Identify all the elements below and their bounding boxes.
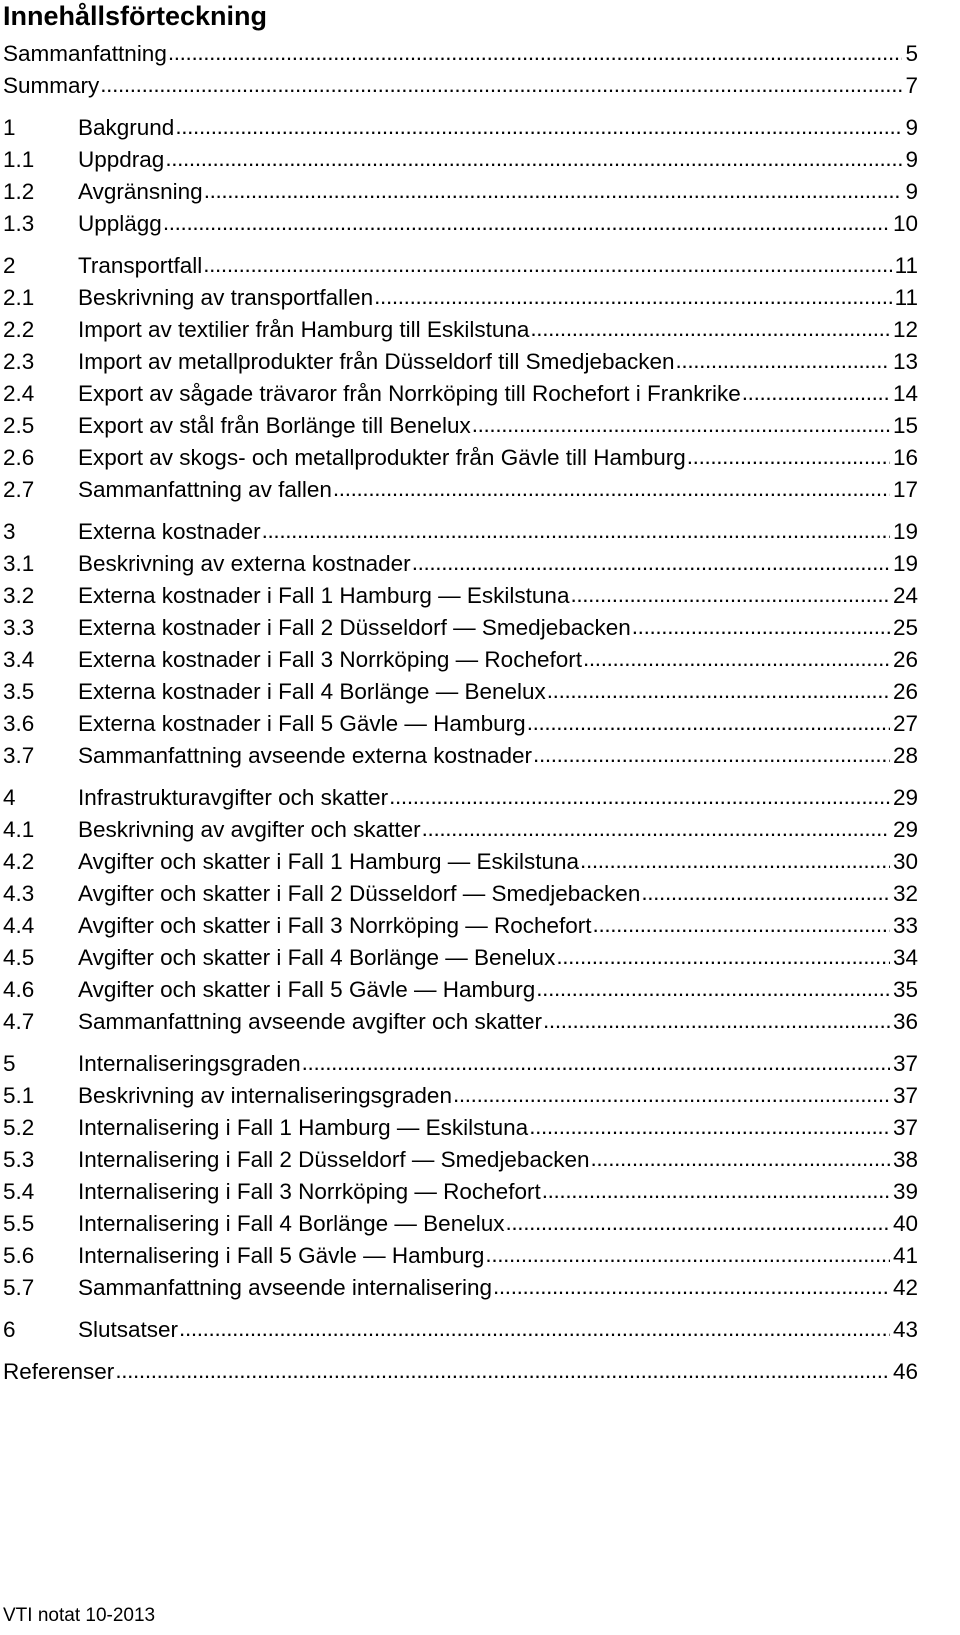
toc-entry-page-number[interactable]: 39 — [892, 1179, 918, 1204]
toc-entry-number: 1.1 — [3, 147, 35, 172]
toc-leader-dots — [505, 1210, 889, 1234]
toc-entry[interactable] — [3, 1144, 918, 1176]
toc-entry[interactable] — [3, 708, 918, 740]
toc-entry-label[interactable]: Sammanfattning — [3, 41, 167, 66]
toc-leader-dots — [533, 742, 890, 766]
page-title: Innehållsförteckning — [3, 1, 268, 31]
toc-entry[interactable] — [3, 974, 918, 1006]
toc-entry[interactable] — [3, 878, 918, 910]
toc-leader-dots — [302, 1050, 890, 1074]
toc-leader-dots — [203, 252, 891, 276]
toc-entry[interactable] — [3, 1048, 918, 1080]
toc-entry-number: 5.7 — [3, 1275, 35, 1300]
toc-entry-label[interactable]: Beskrivning av internaliseringsgraden — [78, 1083, 452, 1108]
toc-entry-number: 4.5 — [3, 945, 35, 970]
toc-entry-label[interactable]: Externa kostnader i Fall 3 Norrköping — Rochefort — [78, 647, 582, 672]
toc-entry-page-number[interactable]: 42 — [892, 1275, 918, 1300]
toc-entry-page-number[interactable]: 28 — [892, 743, 918, 768]
toc-entry-page-number[interactable]: 11 — [894, 285, 918, 310]
toc-leader-dots — [472, 412, 890, 436]
toc-entry-number: 1.2 — [3, 179, 35, 204]
toc-entry[interactable] — [3, 1176, 918, 1208]
toc-leader-dots — [175, 114, 902, 138]
toc-entry-page-number[interactable]: 33 — [892, 913, 918, 938]
toc-entry-page-number[interactable]: 9 — [905, 179, 918, 204]
toc-entry-page-number[interactable]: 34 — [892, 945, 918, 970]
toc-entry-number: 3 — [3, 519, 16, 544]
toc-entry-page-number[interactable]: 5 — [905, 41, 918, 66]
toc-entry-number: 3.3 — [3, 615, 35, 640]
toc-entry[interactable] — [3, 442, 918, 474]
toc-entry[interactable] — [3, 644, 918, 676]
toc-entry-label[interactable]: Infrastrukturavgifter och skatter — [78, 785, 389, 810]
toc-entry[interactable] — [3, 516, 918, 548]
toc-leader-dots — [536, 976, 890, 1000]
toc-entry-label[interactable]: Avgifter och skatter i Fall 4 Borlänge — Benelux — [78, 945, 556, 970]
toc-entry-label[interactable]: Referenser — [3, 1359, 115, 1384]
toc-leader-dots — [412, 550, 890, 574]
toc-leader-dots — [100, 72, 902, 96]
toc-leader-dots — [527, 710, 890, 734]
toc-entry-page-number[interactable]: 9 — [905, 115, 918, 140]
toc-entry-number: 2.6 — [3, 445, 35, 470]
toc-entry-label[interactable]: Avgifter och skatter i Fall 2 Düsseldorf — Smedjebacken — [78, 881, 641, 906]
toc-entry-label[interactable]: Upplägg — [78, 211, 162, 236]
toc-entry-number: 4.7 — [3, 1009, 35, 1034]
toc-entry-number: 5.6 — [3, 1243, 35, 1268]
toc-entry-page-number[interactable]: 37 — [892, 1051, 918, 1076]
toc-entry[interactable] — [3, 1314, 918, 1346]
toc-leader-dots — [163, 210, 890, 234]
toc-entry-page-number[interactable]: 26 — [892, 679, 918, 704]
toc-entry-label[interactable]: Internalisering i Fall 1 Hamburg — Eskilstuna — [78, 1115, 529, 1140]
toc-entry[interactable] — [3, 1080, 918, 1112]
toc-entry[interactable] — [3, 250, 918, 282]
toc-entry[interactable] — [3, 144, 918, 176]
toc-leader-dots — [676, 348, 890, 372]
toc-entry[interactable] — [3, 676, 918, 708]
toc-entry-page-number[interactable]: 26 — [892, 647, 918, 672]
toc-entry-page-number[interactable]: 32 — [892, 881, 918, 906]
toc-entry-page-number[interactable]: 35 — [892, 977, 918, 1002]
toc-entry-label[interactable]: Avgifter och skatter i Fall 3 Norrköping — Rochefort — [78, 913, 592, 938]
toc-entry[interactable] — [3, 814, 918, 846]
toc-entry-label[interactable]: Internalisering i Fall 4 Borlänge — Benelux — [78, 1211, 505, 1236]
toc-entry-page-number[interactable]: 17 — [892, 477, 918, 502]
toc-entry-page-number[interactable]: 27 — [892, 711, 918, 736]
page-footer: VTI notat 10-2013 — [3, 1605, 156, 1626]
toc-entry-page-number[interactable]: 11 — [894, 253, 918, 278]
toc-leader-dots — [530, 316, 890, 340]
toc-entry-number: 4.2 — [3, 849, 35, 874]
toc-leader-dots — [333, 476, 890, 500]
toc-entry[interactable] — [3, 846, 918, 878]
toc-entry-number: 3.1 — [3, 551, 35, 576]
toc-entry-page-number[interactable]: 41 — [892, 1243, 918, 1268]
toc-entry-number: 2.4 — [3, 381, 35, 406]
toc-entry-number: 5 — [3, 1051, 16, 1076]
toc-entry-label[interactable]: Internalisering i Fall 3 Norrköping — Rochefort — [78, 1179, 541, 1204]
toc-gap — [3, 240, 918, 250]
toc-entry[interactable] — [3, 612, 918, 644]
toc-entry[interactable] — [3, 1356, 918, 1388]
toc-entry-label[interactable]: Import av metallprodukter från Düsseldorf till Smedjebacken — [78, 349, 675, 374]
toc-entry-page-number[interactable]: 29 — [892, 817, 918, 842]
toc-gap — [3, 1346, 918, 1356]
toc-entry-number: 1.3 — [3, 211, 35, 236]
toc-entry-page-number[interactable]: 7 — [905, 73, 918, 98]
toc-leader-dots — [542, 1178, 890, 1202]
toc-leader-dots — [556, 944, 890, 968]
toc-entry-page-number[interactable]: 29 — [892, 785, 918, 810]
toc-entry-page-number[interactable]: 14 — [892, 381, 918, 406]
toc-entry-page-number[interactable]: 30 — [892, 849, 918, 874]
toc-entry-page-number[interactable]: 16 — [892, 445, 918, 470]
toc-leader-dots — [543, 1008, 890, 1032]
toc-entry-label[interactable]: Bakgrund — [78, 115, 175, 140]
toc-entry-label[interactable]: Uppdrag — [78, 147, 165, 172]
toc-entry-number: 5.1 — [3, 1083, 35, 1108]
toc-entry-page-number[interactable]: 9 — [905, 147, 918, 172]
toc-leader-dots — [204, 178, 903, 202]
toc-leader-dots — [374, 284, 891, 308]
toc-entry-number: 3.5 — [3, 679, 35, 704]
toc-leader-dots — [641, 880, 890, 904]
toc-entry-number: 3.7 — [3, 743, 35, 768]
toc-entry-label[interactable]: Avgifter och skatter i Fall 1 Hamburg — Eskilstuna — [78, 849, 580, 874]
toc-entry[interactable] — [3, 38, 918, 70]
toc-leader-dots — [593, 912, 890, 936]
toc-leader-dots — [262, 518, 890, 542]
toc-entry-number: 4.3 — [3, 881, 35, 906]
toc-entry[interactable] — [3, 1006, 918, 1038]
toc-gap — [3, 102, 918, 112]
toc-entry-page-number[interactable]: 40 — [892, 1211, 918, 1236]
toc-gap — [3, 1304, 918, 1314]
toc-leader-dots — [570, 582, 890, 606]
toc-entry-label[interactable]: Beskrivning av transportfallen — [78, 285, 374, 310]
toc-entry-number: 2.3 — [3, 349, 35, 374]
toc-entry[interactable] — [3, 410, 918, 442]
toc-entry-number: 2.5 — [3, 413, 35, 438]
toc-entry[interactable] — [3, 942, 918, 974]
toc-entry[interactable] — [3, 112, 918, 144]
toc-entry-label[interactable]: Avgifter och skatter i Fall 5 Gävle — Hamburg — [78, 977, 536, 1002]
toc-entry-label[interactable]: Beskrivning av externa kostnader — [78, 551, 411, 576]
toc-list — [3, 38, 918, 1388]
toc-entry-label[interactable]: Internalisering i Fall 5 Gävle — Hamburg — [78, 1243, 485, 1268]
toc-leader-dots — [580, 848, 890, 872]
toc-entry-number: 2.7 — [3, 477, 35, 502]
toc-entry[interactable] — [3, 474, 918, 506]
toc-entry-page-number[interactable]: 15 — [892, 413, 918, 438]
toc-entry-number: 5.4 — [3, 1179, 35, 1204]
toc-entry-label[interactable]: Transportfall — [78, 253, 203, 278]
toc-entry-label[interactable]: Sammanfattning avseende externa kostnader — [78, 743, 533, 768]
toc-entry-number: 2.2 — [3, 317, 35, 342]
toc-entry-page-number[interactable]: 43 — [892, 1317, 918, 1342]
toc-entry-label[interactable]: Slutsatser — [78, 1317, 179, 1342]
toc-leader-dots — [179, 1316, 890, 1340]
toc-entry[interactable] — [3, 346, 918, 378]
toc-entry-page-number[interactable]: 36 — [892, 1009, 918, 1034]
toc-entry-label[interactable]: Summary — [3, 73, 100, 98]
toc-entry-number: 5.5 — [3, 1211, 35, 1236]
toc-leader-dots — [687, 444, 890, 468]
toc-leader-dots — [529, 1114, 890, 1138]
toc-entry-number: 4.4 — [3, 913, 35, 938]
toc-entry-page-number[interactable]: 46 — [892, 1359, 918, 1384]
toc-entry-label[interactable]: Import av textilier från Hamburg till Eskilstuna — [78, 317, 530, 342]
toc-entry[interactable] — [3, 782, 918, 814]
toc-leader-dots — [632, 614, 890, 638]
toc-entry-label[interactable]: Sammanfattning av fallen — [78, 477, 332, 502]
toc-entry-page-number[interactable]: 19 — [892, 519, 918, 544]
toc-leader-dots — [583, 646, 890, 670]
toc-entry-label[interactable]: Externa kostnader i Fall 2 Düsseldorf — Smedjebacken — [78, 615, 631, 640]
toc-gap — [3, 506, 918, 516]
toc-entry-number: 5.2 — [3, 1115, 35, 1140]
toc-entry-page-number[interactable]: 10 — [892, 211, 918, 236]
toc-leader-dots — [389, 784, 890, 808]
toc-entry[interactable] — [3, 208, 918, 240]
toc-entry-number: 3.2 — [3, 583, 35, 608]
toc-leader-dots — [453, 1082, 890, 1106]
toc-entry[interactable] — [3, 1112, 918, 1144]
toc-entry-page-number[interactable]: 19 — [892, 551, 918, 576]
toc-entry[interactable] — [3, 378, 918, 410]
toc-entry-label[interactable]: Sammanfattning avseende internalisering — [78, 1275, 492, 1300]
toc-entry-label[interactable]: Export av skogs- och metallprodukter från Gävle till Hamburg — [78, 445, 686, 470]
toc-entry-label[interactable]: Export av stål från Borlänge till Benelux — [78, 413, 471, 438]
toc-entry[interactable] — [3, 70, 918, 102]
toc-leader-dots — [485, 1242, 890, 1266]
toc-entry-number: 3.6 — [3, 711, 35, 736]
toc-entry-label[interactable]: Export av sågade trävaror från Norrköping till Rochefort i Frankrike — [78, 381, 741, 406]
toc-entry-label[interactable]: Avgränsning — [78, 179, 203, 204]
toc-entry-number: 4.6 — [3, 977, 35, 1002]
toc-entry[interactable] — [3, 282, 918, 314]
toc-entry-number: 6 — [3, 1317, 16, 1342]
toc-leader-dots — [742, 380, 890, 404]
toc-leader-dots — [547, 678, 890, 702]
toc-leader-dots — [115, 1358, 890, 1382]
toc-entry[interactable] — [3, 580, 918, 612]
toc-leader-dots — [422, 816, 890, 840]
toc-entry-page-number[interactable]: 37 — [892, 1115, 918, 1140]
toc-leader-dots — [493, 1274, 890, 1298]
toc-leader-dots — [165, 146, 902, 170]
toc-page — [3, 0, 918, 1388]
toc-entry-page-number[interactable]: 24 — [892, 583, 918, 608]
toc-entry-number: 2.1 — [3, 285, 35, 310]
toc-entry-number: 3.4 — [3, 647, 35, 672]
toc-entry[interactable] — [3, 910, 918, 942]
toc-entry-label[interactable]: Externa kostnader i Fall 4 Borlänge — Benelux — [78, 679, 546, 704]
toc-entry[interactable] — [3, 548, 918, 580]
toc-entry-label[interactable]: Beskrivning av avgifter och skatter — [78, 817, 421, 842]
toc-entry-number: 4.1 — [3, 817, 35, 842]
toc-entry[interactable] — [3, 176, 918, 208]
toc-entry-number: 5.3 — [3, 1147, 35, 1172]
toc-gap — [3, 772, 918, 782]
toc-entry[interactable] — [3, 1272, 918, 1304]
toc-entry-page-number[interactable]: 13 — [892, 349, 918, 374]
toc-entry-label[interactable]: Internaliseringsgraden — [78, 1051, 301, 1076]
toc-entry-page-number[interactable]: 38 — [892, 1147, 918, 1172]
toc-entry[interactable] — [3, 1240, 918, 1272]
toc-entry-number: 2 — [3, 253, 16, 278]
toc-entry-label[interactable]: Internalisering i Fall 2 Düsseldorf — Smedjebacken — [78, 1147, 590, 1172]
toc-entry-page-number[interactable]: 12 — [892, 317, 918, 342]
toc-gap — [3, 1038, 918, 1048]
toc-entry-number: 1 — [3, 115, 16, 140]
toc-leader-dots — [591, 1146, 890, 1170]
toc-entry[interactable] — [3, 1208, 918, 1240]
toc-entry-label[interactable]: Externa kostnader i Fall 5 Gävle — Hamburg — [78, 711, 526, 736]
toc-entry[interactable] — [3, 740, 918, 772]
toc-entry-label[interactable]: Sammanfattning avseende avgifter och skatter — [78, 1009, 543, 1034]
toc-leader-dots — [168, 40, 903, 64]
toc-entry-label[interactable]: Externa kostnader i Fall 1 Hamburg — Eskilstuna — [78, 583, 570, 608]
toc-entry-page-number[interactable]: 37 — [892, 1083, 918, 1108]
toc-entry-number: 4 — [3, 785, 16, 810]
toc-entry[interactable] — [3, 314, 918, 346]
toc-entry-label[interactable]: Externa kostnader — [78, 519, 261, 544]
toc-entry-page-number[interactable]: 25 — [892, 615, 918, 640]
